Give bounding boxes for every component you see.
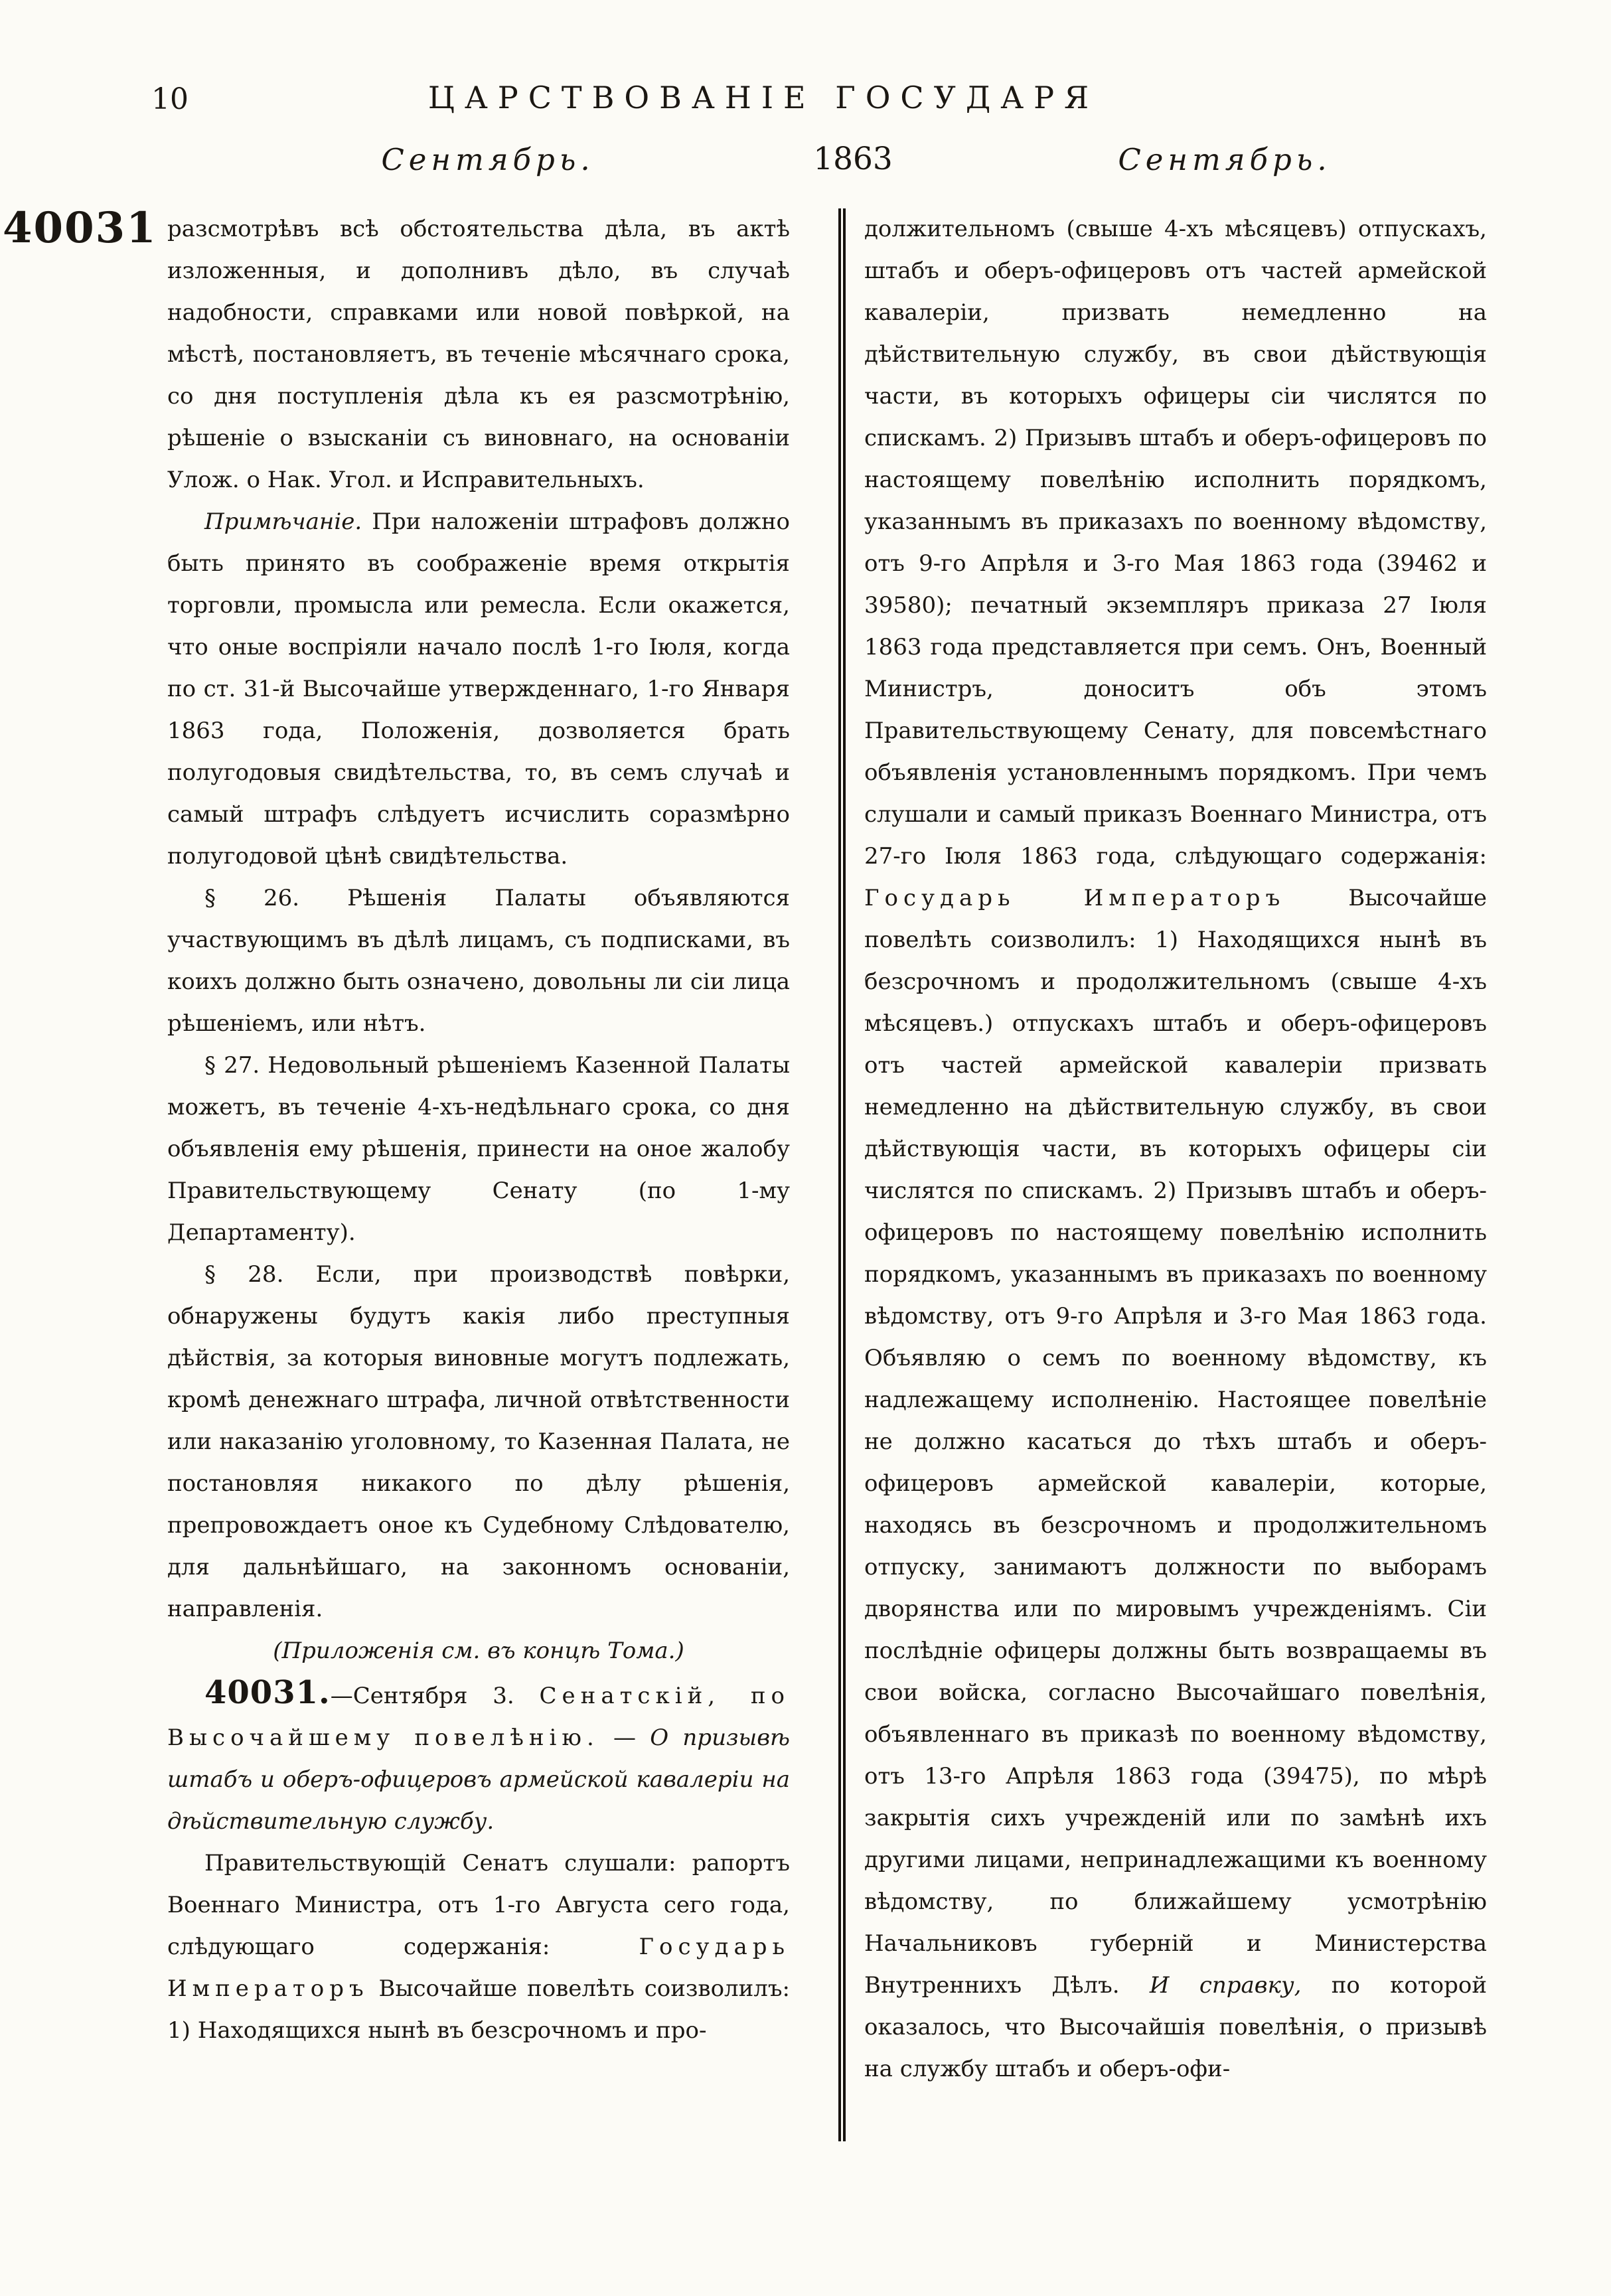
emperor-spaced-text: Государь Императоръ	[167, 1934, 790, 2002]
senate-report-paragraph	[167, 1843, 790, 2052]
running-head-month-left: Сентябрь.	[381, 142, 595, 177]
continuation-paragraph: разсмотрѣвъ всѣ обстоятельства дѣла, въ актѣ изложенныя, и дополнивъ дѣло, въ случаѣ надобности, справками или новой повѣркой, на мѣстѣ, постановляетъ, въ теченіе мѣсячнаго срока, со дня поступленія дѣла къ ея разсмотрѣнію, рѣшеніе о взысканіи съ виновнаго, на основаніи Улож. о Нак. Угол. и Исправительныхъ.	[167, 216, 790, 493]
decree-text-cont: Высочайше повелѣть соизволилъ: 1) Находящихся нынѣ въ безсрочномъ и продолжительномъ (свыше 4-хъ мѣсяцевъ.) отпускахъ штабъ и оберъ-офицеровъ отъ частей армейской кавалеріи призвать немедленно на дѣйствительную службу, въ свои дѣйствующія части, въ которыхъ офицеры сіи числятся по спискамъ. 2) Призывъ штабъ и оберъ-офицеровъ по настоящему повелѣнію исполнить порядкомъ, указаннымъ въ приказахъ по военному вѣдомству, отъ 9-го Апрѣля и 3-го Мая 1863 года. Объявляю о семъ по военному вѣдомству, къ надлежащему исполненію. Настоящее повелѣніе не должно касаться до тѣхъ штабъ и оберъ-офицеровъ армейской кавалеріи, которые, находясь въ безсрочномъ и продолжительномъ отпуску, занимаютъ должности по выборамъ дворянства или по мировымъ учрежденіямъ. Сіи послѣдніе офицеры должны быть возвращаемы въ свои войска, согласно Высочайшаго повелѣнія, объявленнаго въ приказѣ по военному вѣдомству, отъ 13-го Апрѣля 1863 года (39475), по мѣрѣ закрытія сихъ учрежденій или по замѣнѣ ихъ другими лицами, непринадлежащими къ военному вѣдомству, по ближайшему усмотрѣнію Начальниковъ губерній и Министерства Внутреннихъ Дѣлъ.	[864, 885, 1487, 1999]
left-column	[167, 208, 790, 2052]
margin-entry-number: 40031	[3, 203, 157, 253]
note-text: При наложеніи штрафовъ должно быть принято въ соображеніе время открытія торговли, промысла или ремесла. Если окажется, что оные воспріяли начало послѣ 1-го Іюля, когда по ст. 31-й Высочайше утвержденнаго, 1-го Января 1863 года, Положенія, дозволяется брать полугодовыя свидѣтельства, то, въ семъ случаѣ и самый штрафъ слѣдуетъ исчислить соразмѣрно полугодовой цѣнѣ свидѣтельства.	[167, 508, 790, 870]
entry-date: —Сентября 3.	[330, 1683, 540, 1709]
section-27-paragraph: § 27. Недовольный рѣшеніемъ Казенной Палаты можетъ, въ теченіе 4-хъ-недѣльнаго срока, со дня объявленія ему рѣшенія, принести на оное жалобу Правительствующему Сенату (по 1-му Департаменту).	[167, 1052, 790, 1246]
entry-number: 40031.	[204, 1674, 331, 1711]
emperor-spaced-text: Государь Императоръ	[864, 885, 1286, 911]
running-head-year: 1863	[813, 141, 893, 177]
entry-heading	[167, 1672, 790, 1843]
page-number: 10	[151, 82, 189, 116]
decree-continuation-paragraph	[864, 208, 1487, 2090]
senate-report-text: Правительствующій Сенатъ слушали: рапортъ Военнаго Министра, отъ 1-го Августа сего года, слѣдующаго содержанія:	[167, 1850, 790, 1960]
column-divider-rule	[838, 208, 846, 2141]
law-note-paragraph	[167, 501, 790, 878]
spravka-italic-text: И справку,	[1149, 1972, 1302, 1999]
appendix-note: (Приложенія см. въ концѣ Тома.)	[273, 1638, 684, 1664]
running-title: ЦАРСТВОВАНІЕ ГОСУДАРЯ	[427, 80, 1099, 115]
section-26-paragraph: § 26. Рѣшенія Палаты объявляются участвующимъ въ дѣлѣ лицамъ, съ подписками, въ коихъ должно быть означено, довольны ли сіи лица рѣшеніемъ, или нѣтъ.	[167, 885, 790, 1037]
decree-text-end: по которой оказалось, что Высочайшія повелѣнія, о призывѣ на службу штабъ и оберъ-офи-	[864, 1972, 1488, 2082]
running-head-month-right: Сентябрь.	[1118, 142, 1332, 177]
right-column	[864, 208, 1487, 2090]
entry-separator: —	[599, 1724, 651, 1751]
note-label: Примѣчаніе.	[204, 508, 362, 535]
decree-text: должительномъ (свыше 4-хъ мѣсяцевъ) отпускахъ, штабъ и оберъ-офицеровъ отъ частей армейской кавалеріи, призвать немедленно на дѣйствительную службу, въ свои дѣйствующія части, въ которыхъ офицеры сіи числятся по спискамъ. 2) Призывъ штабъ и оберъ-офицеровъ по настоящему повелѣнію исполнить порядкомъ, указаннымъ въ приказахъ по военному вѣдомству, отъ 9-го Апрѣля и 3-го Мая 1863 года (39462 и 39580); печатный экземпляръ приказа 27 Іюля 1863 года представляется при семъ. Онъ, Военный Министръ, доноситъ объ этомъ Правительствующему Сенату, для повсемѣстнаго объявленія установленнымъ порядкомъ. При чемъ слушали и самый приказъ Военнаго Министра, отъ 27-го Іюля 1863 года, слѣдующаго содержанія:	[864, 216, 1487, 870]
section-28-paragraph: § 28. Если, при производствѣ повѣрки, обнаружены будутъ какія либо преступныя дѣйствія, за которыя виновные могутъ подлежать, кромѣ денежнаго штрафа, личной отвѣтственности или наказанію уголовному, то Казенная Палата, не постановляя никакого по дѣлу рѣшенія, препровождаетъ оное къ Судебному Слѣдователю, для дальнѣйшаго, на законномъ основаніи, направленія.	[167, 1261, 790, 1622]
entry-title: О призывѣ штабъ и оберъ-офицеровъ армейской кавалеріи на дѣйствительную службу.	[167, 1724, 790, 1835]
entry-type: Сенатскій, по Высочайшему повелѣнію.	[167, 1683, 790, 1751]
senate-report-text-cont: Высочайше повелѣть соизволилъ: 1) Находящихся нынѣ въ безсрочномъ и про-	[167, 1975, 790, 2044]
